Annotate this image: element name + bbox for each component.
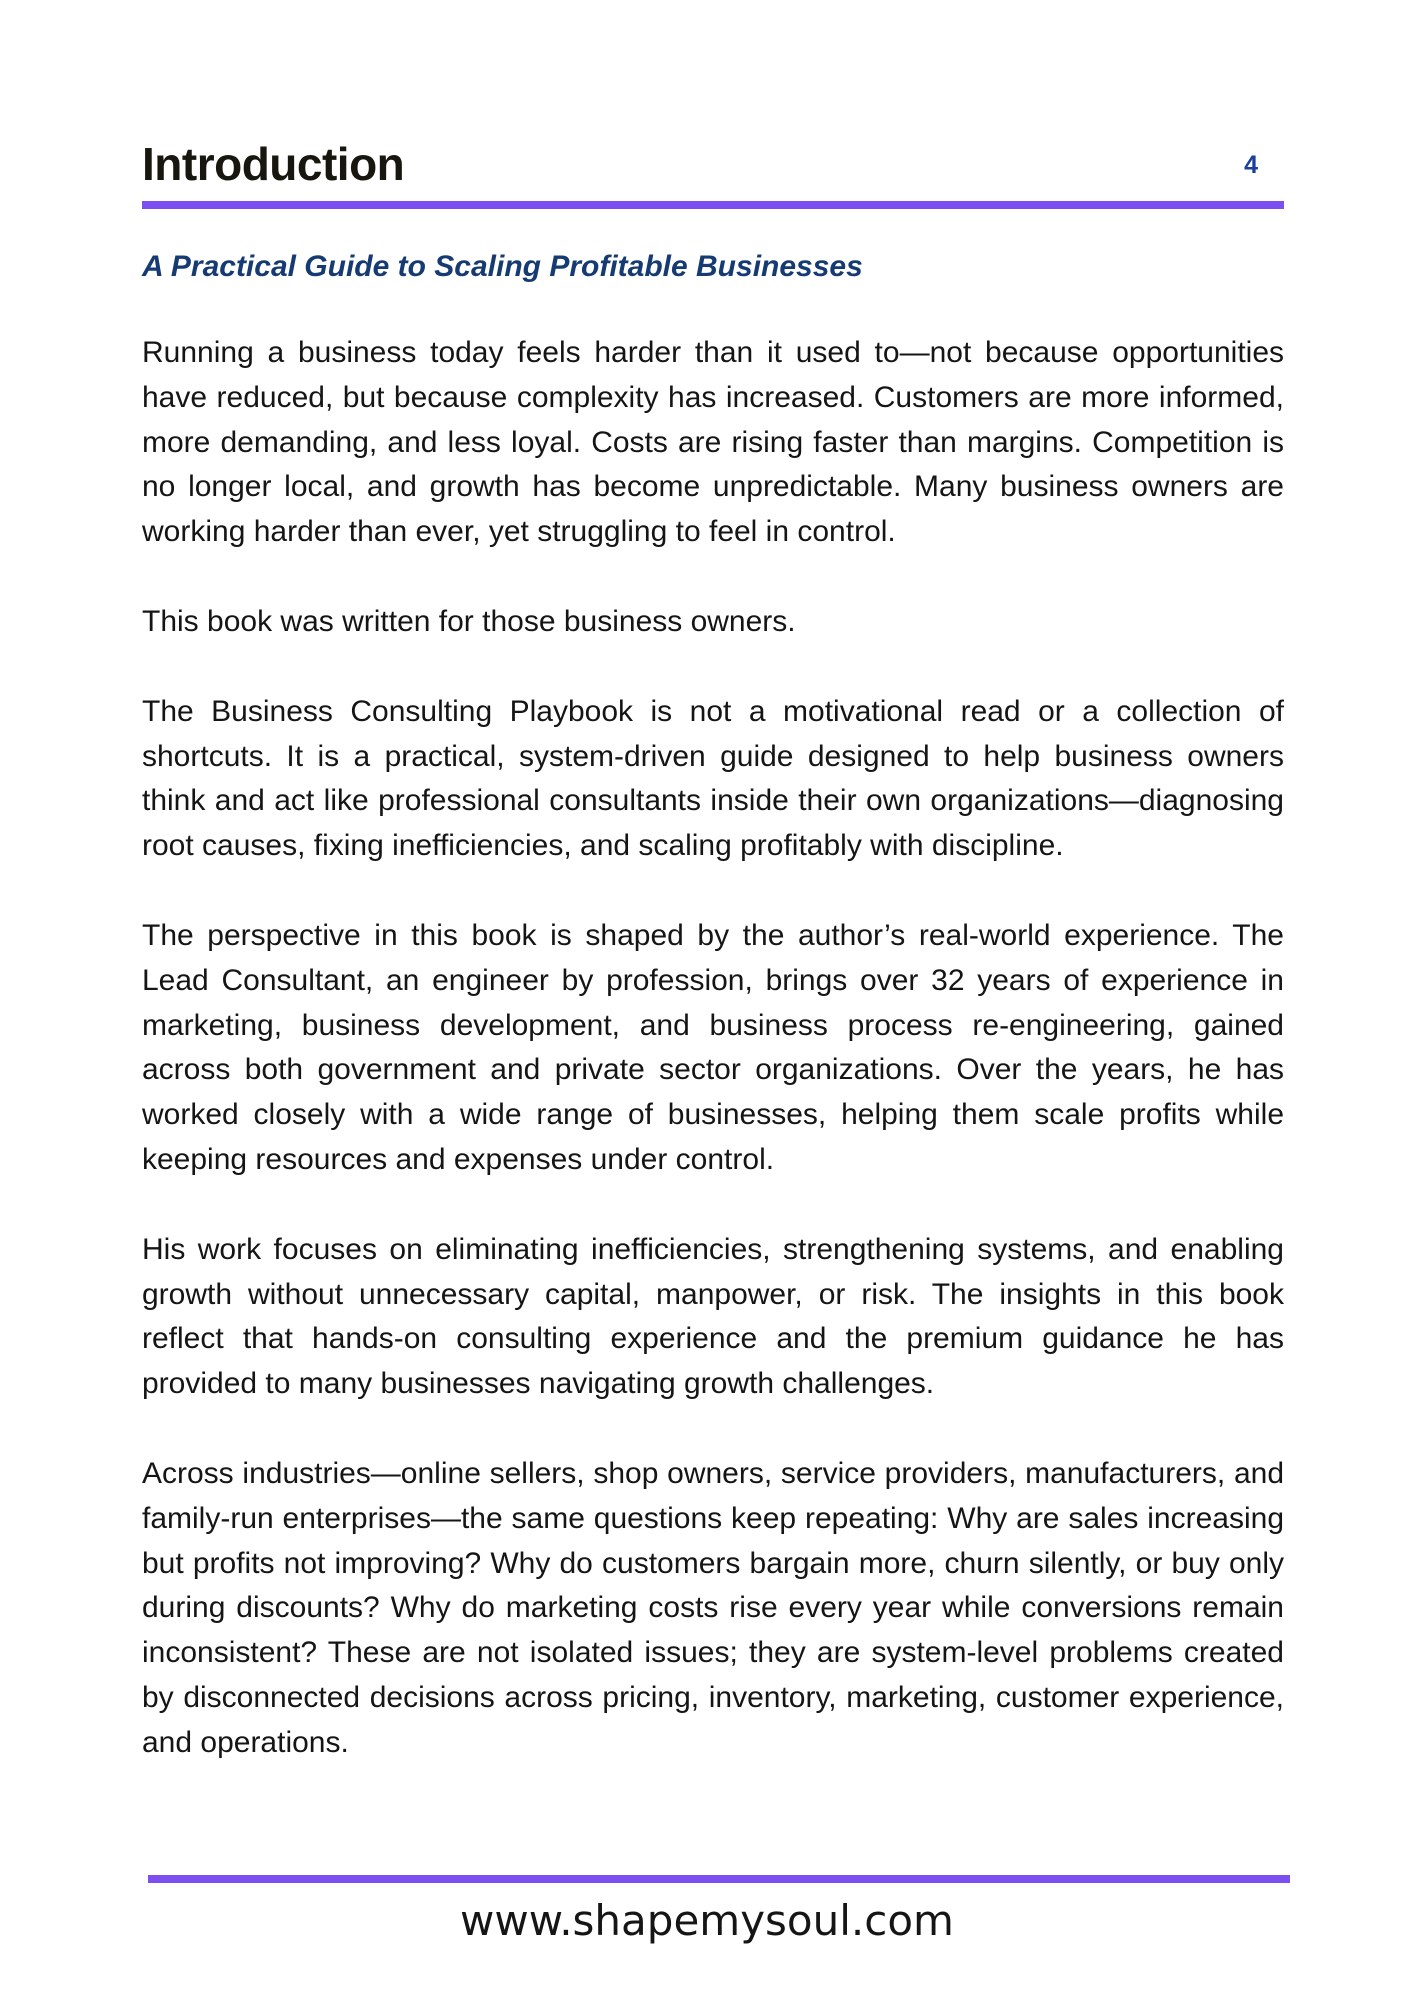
footer-divider <box>148 1875 1290 1883</box>
paragraph-complexity: Running a business today feels harder than it used to—not because opportunities have reduced, but because complexity has increased. Customers are more informed, more demanding, and less loyal. Costs are rising faster than margins. Competition is no longer local, and growth has become unpredictable. Many business owners are working harder than ever, yet struggling to feel in control. <box>142 336 1284 549</box>
paragraph-industry-questions: Across industries—online sellers, shop owners, service providers, manufacturers, and family-run enterprises—the same questions keep repeating: Why are sales increasing but profits not improving? Why do customers bargain more, churn silently, or buy only during discounts? Why do marketing costs rise every year while conversions remain inconsistent? These are not isolated issues; they are system-level problems created by disconnected decisions across pricing, inventory, marketing, customer experience, and operations. <box>142 1456 1284 1759</box>
page-number: 4 <box>1244 151 1258 179</box>
paragraph-author-experience: The perspective in this book is shaped by the author’s real-world experience. The Lead Consultant, an engineer by profession, brings over 32 years of experience in marketing, business development, and business process re-engineering, gained across both government and private sector organizations. Over the years, he has worked closely with a wide range of businesses, helping them scale profits while keeping resources and expenses under control. <box>142 918 1284 1176</box>
section-subtitle: A Practical Guide to Scaling Profitable Businesses <box>142 250 863 283</box>
website-footer: www.shapemysoul.com <box>460 1896 954 1945</box>
paragraph-playbook: The Business Consulting Playbook is not a motivational read or a collection of shortcuts. It is a practical, system-driven guide designed to help business owners think and act like professional consultants inside their own organizations—diagnosing root causes, fixing inefficiencies, and scaling profitably with discipline. <box>142 694 1284 863</box>
page-title: Introduction <box>142 138 405 190</box>
header-divider <box>142 201 1284 209</box>
page-header <box>142 136 1284 210</box>
introduction-body <box>142 331 1284 1766</box>
paragraph-work-focus: His work focuses on eliminating inefficiencies, strengthening systems, and enabling growth without unnecessary capital, manpower, or risk. The insights in this book reflect that hands-on consulting experience and the premium guidance he has provided to many businesses navigating growth challenges. <box>142 1232 1284 1401</box>
paragraph-audience: This book was written for those business owners. <box>142 604 796 638</box>
